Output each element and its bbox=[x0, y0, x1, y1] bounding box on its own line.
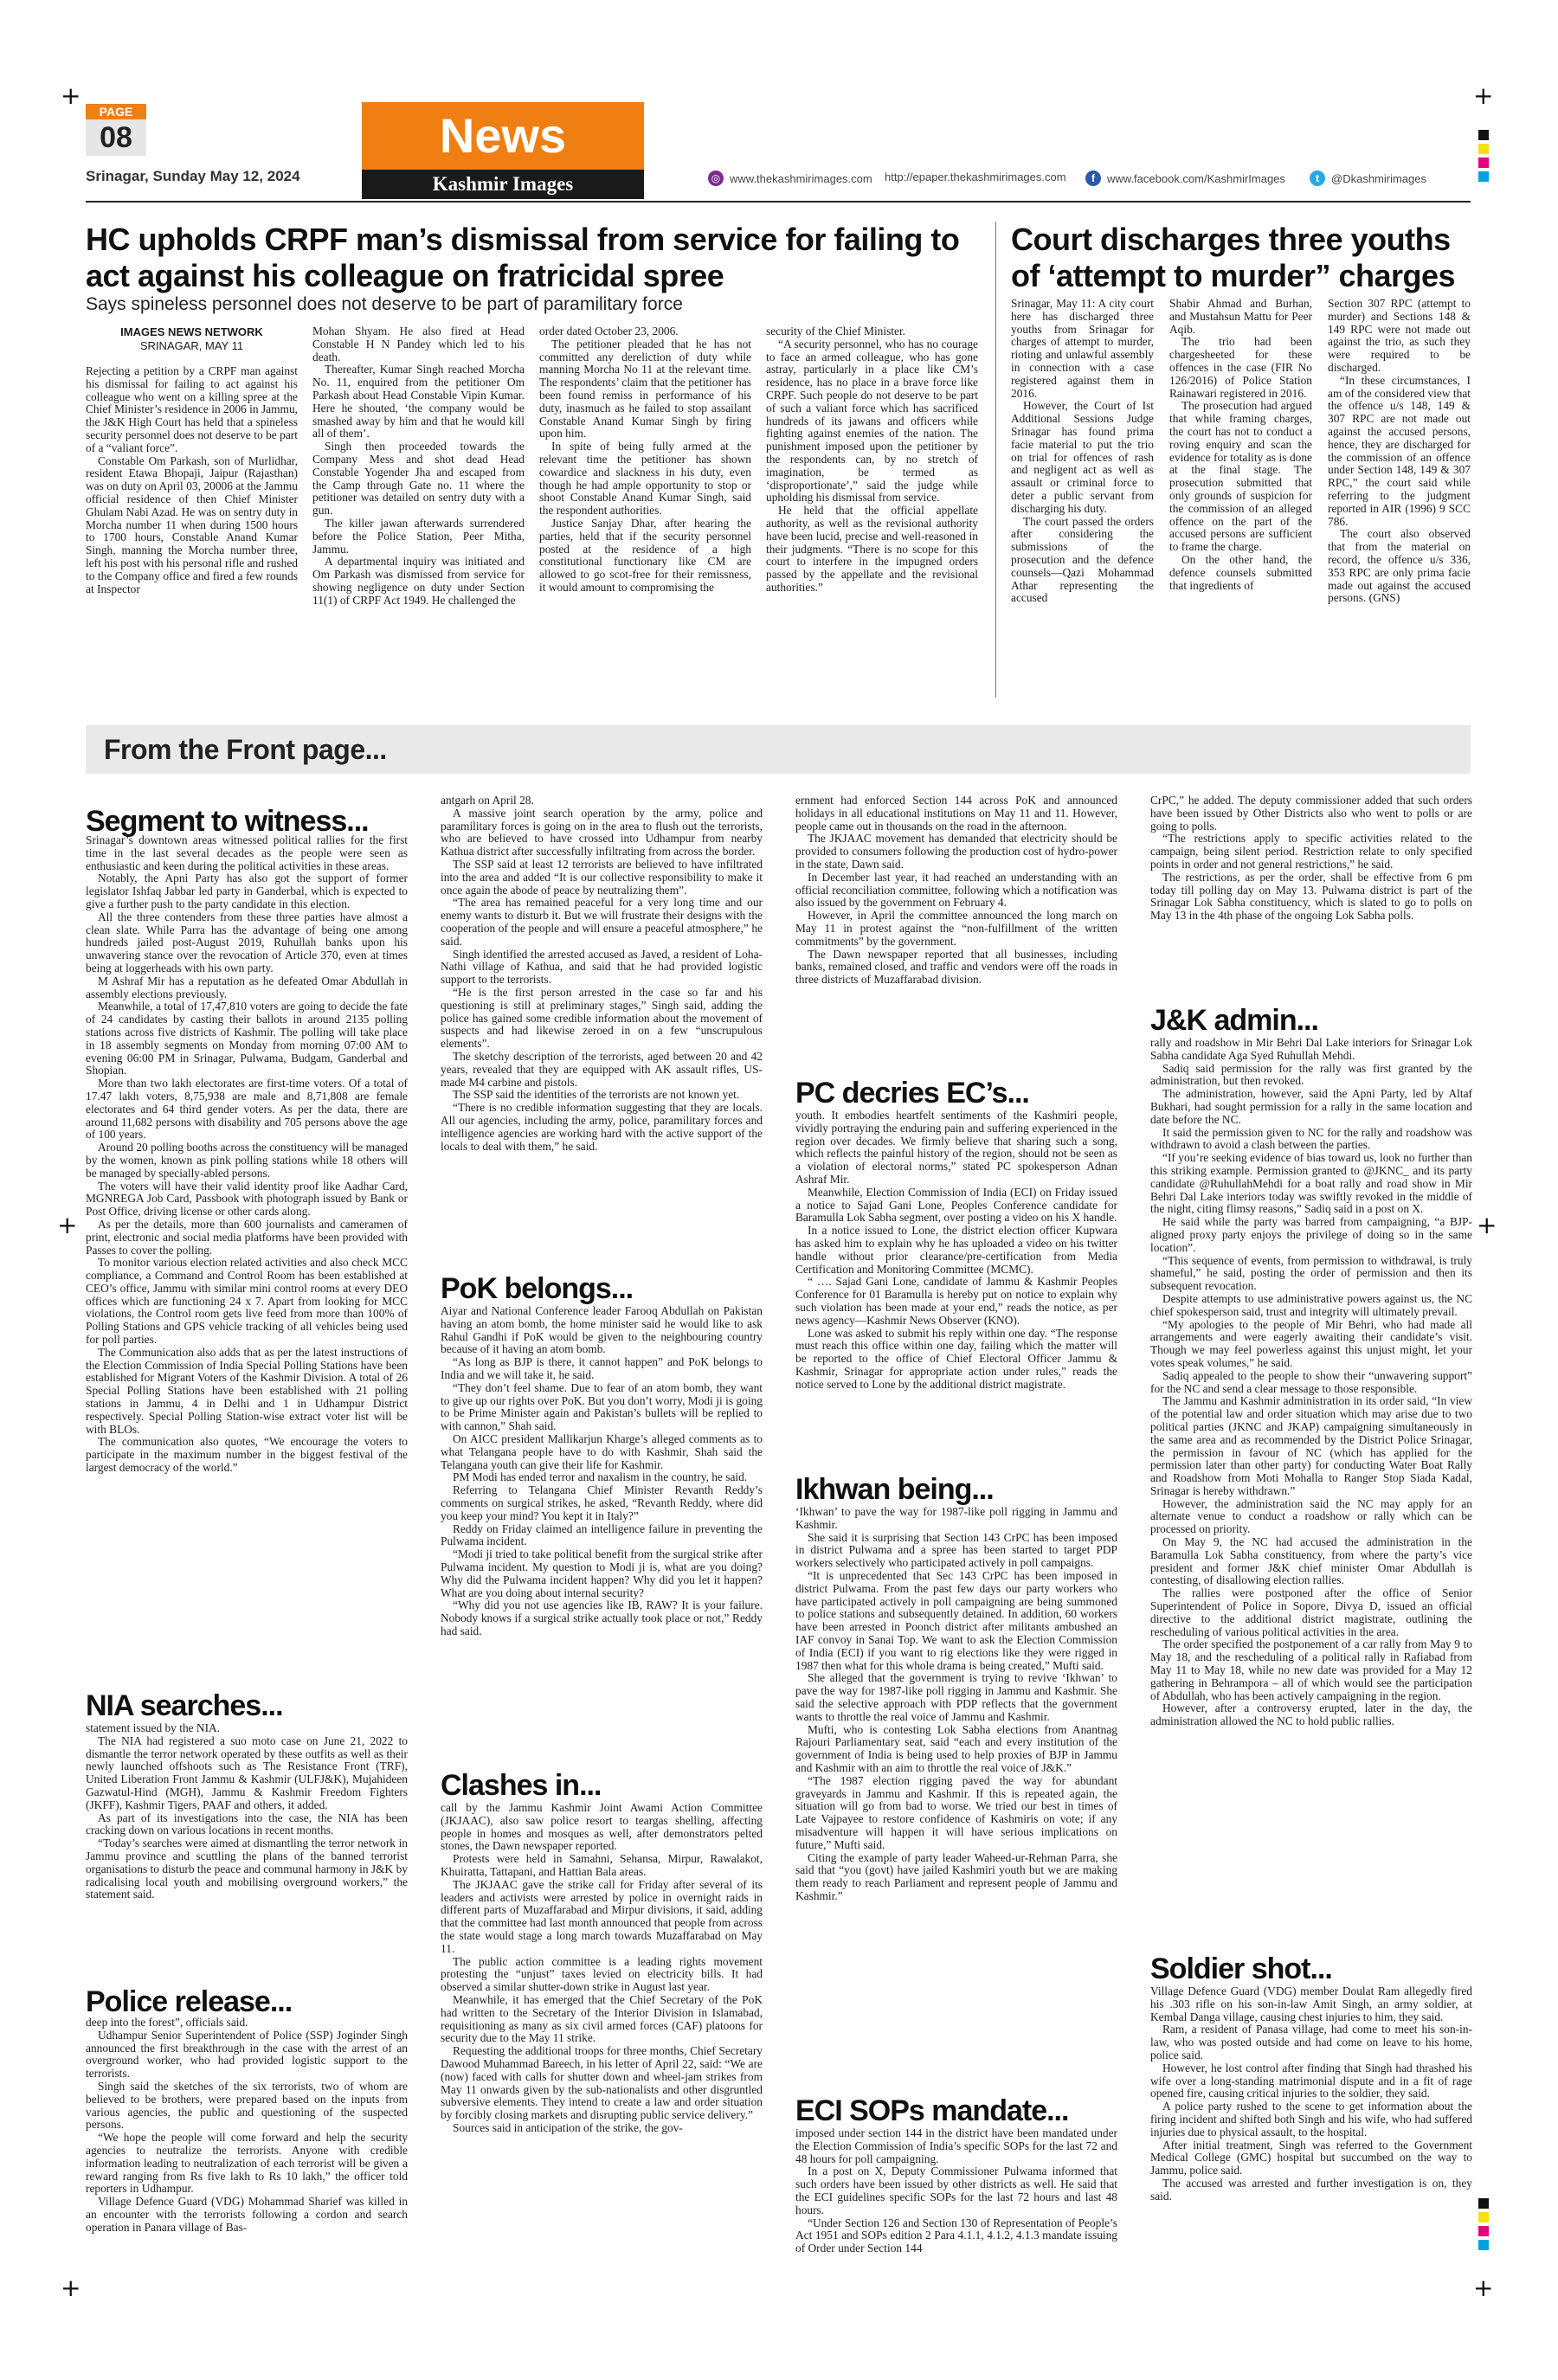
paragraph: Requesting the additional troops for three months, Chief Secretary Dawood Muhammad Bareech, in his letter of April 22, said: “We are (now) faced with calls for shutter down and wheel-jam strikes from May 11 onwards given by the sub-nationalists and other disgruntled subversive elements. They intend to create a law and order situation by forcibly closing markets and disrupting public service delivery.” bbox=[441, 2044, 763, 2122]
section-title: News bbox=[362, 102, 644, 170]
paragraph: The court passed the orders after considering the submissions of the prosecution and the defence counsels—Qazi Mohammad Athar representing the accused bbox=[1011, 514, 1154, 605]
paragraph: Mufti, who is contesting Lok Sabha elections from Anantnag Rajouri Parliamentary seat, said “each and every institution of the government of India is being used to help proxies of BJP in Jammu and Kashmir with an aim to throttle the real voice of J&K.” bbox=[795, 1722, 1117, 1774]
paragraph: Village Defence Guard (VDG) Mohammad Sharief was killed in an encounter with the terrorists following a cordon and search operation in Panara village of Bas- bbox=[86, 2195, 408, 2234]
paragraph: “They don’t feel shame. Due to fear of an atom bomb, they want to give up our rights over PoK. But you don’t worry, Modi ji is going to be Prime Minister again and Pakistan’s bullets will be replied to with cannon,” Shah said. bbox=[441, 1380, 763, 1433]
paragraph: “Under Section 126 and Section 130 of Representation of People’s Act 1951 and SOPs edition 2 Para 4.1.1, 4.1.2, 4.1.3 mandate issuing of Order under Section 144 bbox=[795, 2216, 1117, 2255]
paragraph: order dated October 23, 2006. bbox=[539, 325, 679, 338]
paragraph: As per the details, more than 600 journalists and cameramen of print, electronic and social media platforms have been provided with Passes to cover the polling. bbox=[86, 1217, 408, 1257]
paragraph: It said the permission given to NC for the rally and roadshow was withdrawn to avoid a clash between the parties. bbox=[1150, 1125, 1472, 1152]
paragraph: youth. It embodies heartfelt sentiments of the Kashmiri people, vividly portraying the enduring pain and suffering experienced in the region over decades. We firmly believe that sharing such a song, which reflects the painful history of the region, should not be seen as a violation of electoral norms,” stated PC spokesperson Adnan Ashraf Mir. bbox=[795, 1110, 1117, 1186]
paragraph: Singh identified the arrested accused as Javed, a resident of Loha-Nathi village of Kathua, and said that he had provided logistic support to the terrorists. bbox=[441, 947, 763, 987]
paragraph: However, in April the committee announced the long march on May 11 in protest against the “non-fulfillment of the written commitments” by the government. bbox=[795, 909, 1117, 948]
paragraph: “There is no credible information suggesting that they are locals. All our agencies, including the army, police, paramilitary forces and intelligence agencies are working hard with the active support of the locals to deal with them,” he said. bbox=[441, 1101, 763, 1153]
paragraph: Village Defence Guard (VDG) member Doulat Ram allegedly fired his .303 rifle on his son-in-law Amit Singh, an army soldier, at Kembal Danga village, causing chest injuries to him, they said. bbox=[1150, 1985, 1472, 2023]
paragraph: Lone was asked to submit his reply within one day. “The response must reach this office within one day, failing which the matter will be reported to the office of Chief Electoral Officer Jammu & Kashmir, Srinagar for appropriate action under rules,” reads the notice served to Lone by the additional district magistrate. bbox=[795, 1326, 1117, 1391]
paragraph: However, he lost control after finding that Singh had thrashed his wife over a long-standing matrimonial dispute and in a fit of rage opened fire, causing critical injuries to the soldier, they said. bbox=[1150, 2061, 1472, 2100]
page-number: 08 bbox=[86, 119, 146, 156]
pok-body bbox=[441, 1305, 763, 1762]
paragraph: Mohan Shyam. He also fired at Head Constable H N Pandey which led to his death. bbox=[312, 325, 525, 363]
paragraph: “Modi ji tried to take political benefit from the surgical strike after Pulwama incident. My question to Modi ji is, what are you doing? Why did the Pulwama incident happen? Why did you let it happen? What are you doing about internal security? bbox=[441, 1547, 763, 1599]
paragraph: “We hope the people will come forward and help the security agencies to neutralize the terrorists. Anyone with credible information leading to neutralization of each terrorist will be given a reward ranging from Rs five lakh to Rs 10 lakh,” the officer told reporters in Udhampur. bbox=[86, 2131, 408, 2196]
color-swatches-top bbox=[1478, 130, 1489, 182]
registration-mark-left: + bbox=[57, 1211, 78, 1239]
paragraph: Srinagar’s downtown areas witnessed political rallies for the first time in the last several decades as the people were seen as enthusiastic and keen during the political activities in these areas. bbox=[86, 834, 408, 872]
paragraph: Sources said in anticipation of the strike, the gov- bbox=[453, 2120, 683, 2134]
paragraph: A police party rushed to the scene to get information about the firing incident and shifted both Singh and his wife, who had suffered injuries due to physical assault, to the hospital. bbox=[1150, 2100, 1472, 2139]
jk-admin-body bbox=[1150, 1037, 1472, 1946]
paragraph: PM Modi has ended terror and naxalism in the country, he said. bbox=[453, 1470, 748, 1484]
paragraph: In spite of being fully armed at the relevant time the petitioner has shown cowardice and slackness in his duty, even though he had ample opportunity to stop or shoot Constable Anand Kumar Singh, said the respondent authorities. bbox=[539, 440, 751, 518]
paragraph: The administration, however, said the Apni Party, led by Altaf Bukhari, had sought permission for a rally in the same location and date before the NC. bbox=[1150, 1087, 1472, 1126]
front-page-title: From the Front page... bbox=[104, 734, 387, 765]
story1-byline: IMAGES NEWS NETWORK SRINAGAR, MAY 11 bbox=[120, 325, 263, 352]
paragraph: However, after a controversy erupted, later in the day, the administration allowed the NC to hold public rallies. bbox=[1150, 1701, 1472, 1728]
paragraph: Constable Om Parkash, son of Murlidhar, resident Etawa Bhopaji, Jaipur (Rajasthan) was on duty on April 03, 20006 at the Jammu official residence of then Chief Minister Ghulam Nabi Azad. He was on sentry duty in Morcha number 11 when during 1500 hours to 1700 hours, Constable Anand Kumar Singh, manning the Morcha number three, left his post with his personal rifle and rushed to the Company office and fired a few rounds at Inspector bbox=[86, 453, 298, 595]
paragraph: Reddy on Friday claimed an intelligence failure in preventing the Pulwama incident. bbox=[441, 1521, 763, 1548]
pok-heading: PoK belongs... bbox=[441, 1272, 634, 1305]
paragraph: However, the administration said the NC may apply for an alternate venue to conduct a roadshow or rally which can be processed on priority. bbox=[1150, 1496, 1472, 1536]
story1-column-3 bbox=[539, 325, 751, 694]
header-divider bbox=[86, 201, 1471, 203]
jk-admin-heading: J&K admin... bbox=[1150, 1004, 1318, 1037]
paragraph: statement issued by the NIA. bbox=[86, 1722, 221, 1734]
paragraph: In December last year, it had reached an understanding with an official reconciliation committee, following which a notification was also issued by the government on February 4. bbox=[795, 870, 1117, 910]
paragraph: Ram, a resident of Panasa village, had come to meet his son-in-law, who was posted outside and had come on leave to his home, police said. bbox=[1150, 2023, 1472, 2062]
story2-column-1 bbox=[1011, 298, 1154, 696]
soldier-heading: Soldier shot... bbox=[1150, 1952, 1332, 1985]
paragraph: The court also observed that from the material on record, the offence u/s 336, 353 RPC are only prima facie made out against the accused persons. (GNS) bbox=[1328, 527, 1471, 605]
page-tag: PAGE bbox=[86, 104, 146, 119]
story1-subhead: Says spineless personnel does not deserve to be part of paramilitary force bbox=[86, 294, 683, 314]
paragraph: Section 307 RPC (attempt to murder) and Sections 148 & 149 RPC were not made out against the trio, as such they were required to be discharged. bbox=[1328, 298, 1471, 374]
story2-column-3 bbox=[1328, 298, 1471, 696]
brand-name: Kashmir Images bbox=[362, 170, 644, 199]
story1-column-2 bbox=[312, 325, 525, 694]
color-swatches-bottom bbox=[1478, 2198, 1489, 2250]
segment-body bbox=[86, 834, 408, 1676]
paragraph: Rejecting a petition by a CRPF man against his dismissal for failing to act against his colleague who went on a killing spree at the Chief Minister’s residence in 2006 in Jammu, the J&K High Court has held that a spineless security personnel does not deserve to be part of a “valiant force”. bbox=[86, 365, 298, 454]
paragraph: Notably, the Apni Party has also got the support of former legislator Ishfaq Jabbar led party in Ganderbal, which is expected to give a further push to the party candidate in this election. bbox=[86, 872, 408, 910]
paragraph: “The 1987 election rigging paved the way for abundant graveyards in Jammu and Kashmir. If this is repeated again, the situation will go from bad to worse. We tried our best in times of Late Vajpayee to restore confidence of Kashmiris on vote; if any misadventure will happen it will have serious implications on future,” Mufti said. bbox=[795, 1773, 1117, 1851]
paragraph: M Ashraf Mir has a reputation as he defeated Omar Abdullah in assembly elections previously. bbox=[86, 974, 408, 1000]
paragraph: “As long as BJP is there, it cannot happen” and PoK belongs to India and we will take it, he said. bbox=[441, 1355, 763, 1381]
paragraph: The trio had been chargesheeted for these offences in the case (FIR No 126/2016) of Police Station Rainawari registered in 2016. bbox=[1169, 335, 1312, 400]
paragraph: The killer jawan afterwards surrendered before the Police Station, Peer Mitha, Jammu. bbox=[312, 516, 525, 556]
paragraph: He said while the party was barred from campaigning, “a BJP-aligned proxy party enjoys the privilege of doing so in the same location”. bbox=[1150, 1215, 1472, 1254]
paragraph: The JKJAAC gave the strike call for Friday after several of its leaders and activists were arrested by police in overnight raids in different parts of Muzaffarabad and Mirpur divisions, it said, adding that the committee had last month announced that people from across the state would stage a long march towards Muzaffarabad on May 11. bbox=[441, 1877, 763, 1955]
paragraph: All the three contenders from these three parties have almost a clean slate. While Parra has the advantage of being one among hundreds jailed post-August 2019, Ruhullah banks upon his unwavering stance over the revocation of Article 370, even at times being at loggerheads with his own party. bbox=[86, 910, 408, 975]
paragraph: Justice Sanjay Dhar, after hearing the parties, held that if the security personnel posted at the residence of a high constitutional functionary like CM are allowed to go scot-free for their remissness, it would amount to compromising the bbox=[539, 516, 751, 594]
paragraph: He held that the official appellate authority, as well as the revisional authority have been lucid, precise and well-reasoned in their judgments. “There is no scope for this court to interfere in the impugned orders passed by the appellate and the revisional authorities.” bbox=[766, 504, 978, 594]
paragraph: Around 20 polling booths across the constituency will be managed by the women, known as pink polling stations while 18 others will be managed by specially-abled persons. bbox=[86, 1141, 408, 1180]
paragraph: The prosecution had argued that while framing charges, the court has not to conduct a roving enquiry and scan the evidence for totality as is done at the final stage. The prosecution submitted that only grounds of suspicion for the commission of an alleged offence on the part of the accused persons are sufficient to frame the charge. bbox=[1169, 399, 1312, 554]
story1-column-4 bbox=[766, 325, 978, 694]
paragraph: The petitioner pleaded that he has not committed any dereliction of duty while manning Morcha No 11 at the relevant time. The respondents’ claim that the petitioner has been found remiss in performance of his duty, inasmuch as he failed to stop assailant Constable Anand Kumar Singh by firing upon him. bbox=[539, 337, 751, 441]
paragraph: The voters will have their valid identity proof like Aadhar Card, MGNREGA Job Card, Passbook with photograph issued by Bank or Post Office, driving license or other cards along. bbox=[86, 1179, 408, 1219]
paragraph: The SSP said at least 12 terrorists are believed to have infiltrated into the area and added “It is our collective responsibility to make it once again the abode of peace by neutralizing them”. bbox=[441, 857, 763, 897]
paragraph: As part of its investigations into the case, the NIA has been cracking down on various locations in recent months. bbox=[86, 1811, 408, 1837]
story-divider bbox=[995, 222, 996, 698]
paragraph: The order specified the postponement of a car rally from May 9 to May 18, and the rescheduling of a political rally in Rafiabad from May 11 to May 18, while no new date was provided for a May 12 gathering in Behrampora – all of which would see the participation of Abdullah, who has been actively campaigning in the region. bbox=[1150, 1637, 1472, 1702]
paragraph: “If you’re seeking evidence of bias toward us, look no further than this striking example. Permission granted to @JKNC_ and its party candidate @RuhullahMehdi for a boat rally and road show in Mir Behri Dal Lake interiors today was swiftly revoked in the middle of the night, citing flimsy reasons,” Sadiq said in a post on X. bbox=[1150, 1151, 1472, 1216]
paragraph: Referring to Telangana Chief Minister Revanth Reddy’s comments on surgical strikes, he asked, “Revanth Reddy, where did you keep your mind? You kept it in Italy?” bbox=[441, 1483, 763, 1522]
police-body bbox=[86, 2017, 408, 2264]
issue-date: Srinagar, Sunday May 12, 2024 bbox=[86, 168, 300, 184]
paragraph: A massive joint search operation by the army, police and paramilitary forces is going on in the area to flush out the terrorists, who are believed to have crossed into Udhampur from nearby Kathua district after successfully infiltrating from across the border. bbox=[441, 806, 763, 859]
paragraph: The JKJAAC movement has demanded that electricity should be provided to consumers following the production cost of hydro-power in the state, Dawn said. bbox=[795, 832, 1117, 871]
twitter-link[interactable]: t @Dkashmirimages bbox=[1310, 170, 1426, 186]
paragraph: She said it is surprising that Section 143 CrPC has been imposed in district Pulwama and a spree has been started to target PDP workers selectively who participated actively in poll campaigns. bbox=[795, 1530, 1117, 1570]
pc-heading: PC decries EC’s... bbox=[795, 1077, 1029, 1110]
paragraph: A departmental inquiry was initiated and Om Parkash was dismissed from service for showing negligence on duty under Section 11(1) of CRPF Act 1949. He challenged the bbox=[312, 555, 525, 607]
eci-heading: ECI SOPs mandate... bbox=[795, 2094, 1069, 2127]
paragraph: antgarh on April 28. bbox=[441, 794, 534, 807]
paragraph: “It is unprecedented that Sec 143 CrPC has been imposed in district Pulwama. From the past few days our party workers who have participated actively in poll campaigning are being summoned to police stations and subsequently detained. In addition, 60 workers have been arrested in Poonch district after militants ambushed an IAF convoy in Sanai Top. We want to ask the Election Commission of India (ECI) if you want to rig elections like they were rigged in 1987 then what for this whole drama is being created,” Mufti said. bbox=[795, 1568, 1117, 1672]
paragraph: “My apologies to the people of Mir Behri, who had made all arrangements and were eagerly awaiting their candidate’s visit. Though we may feel powerless against this unjust might, let your votes speak volumes,” he said. bbox=[1150, 1317, 1472, 1369]
pc-body bbox=[795, 1110, 1117, 1466]
paragraph: “He is the first person arrested in the case so far and his questioning is still at preliminary stages,” Singh said, adding the police has gained some credible information about the movement of suspects and had likewise zeroed in on a few “unscrupulous elements”. bbox=[441, 985, 763, 1051]
police-heading: Police release... bbox=[86, 1985, 293, 2018]
segment-heading: Segment to witness... bbox=[86, 805, 369, 838]
paragraph: Meanwhile, a total of 17,47,810 voters are going to decide the fate of 24 candidates by casting their ballots in around 2135 polling stations across five districts of Kashmir. The polling will take place in 18 assembly segments on Monday from morning 07:00 AM to evening 06:00 PM in Srinagar, Pulwama, Budgam, Ganderbal and Shopian. bbox=[86, 1000, 408, 1077]
paragraph: “The restrictions apply to specific activities related to the campaign, being silent period. Restriction relate to only specified points in order and not general restrictions,” he said. bbox=[1150, 832, 1472, 871]
ikhwan-heading: Ikhwan being... bbox=[795, 1473, 994, 1506]
paragraph: She alleged that the government is trying to revive ‘Ikhwan’ to pave the way for 1987-like poll rigging in Jammu and Kashmir. She said the selective approach with PDP reflects that the government wants to throttle the real voice of Jammu and Kashmir. bbox=[795, 1671, 1117, 1723]
nia-body bbox=[86, 1722, 408, 1982]
paragraph: “Why did you not use agencies like IB, RAW? It is your failure. Nobody knows if a surgical strike actually took place or not,” Reddy had said. bbox=[441, 1598, 763, 1637]
website-link[interactable]: ◎ www.thekashmirimages.com bbox=[708, 170, 872, 186]
paragraph: “ …. Sajad Gani Lone, candidate of Jammu & Kashmir Peoples Conference for 01 Baramulla is hereby put on notice to explain why such violation has been made at your end,” reads the notice, as per news agency—Kashmir News Observer (KNO). bbox=[795, 1275, 1117, 1327]
paragraph: The NIA had registered a suo moto case on June 21, 2022 to dismantle the terror network operated by these outfits as well as their newly launched offshoots such as The Resistance Front (TRF), United Liberation Front Jammu & Kashmir (ULFJ&K), Mujahideen Gazwatul-Hind (MGH), Jammu & Kashmir Freedom Fighters (JKFF), Kashmir Tigers, PAAF and others, it added. bbox=[86, 1734, 408, 1811]
paragraph: ‘Ikhwan’ to pave the way for 1987-like poll rigging in Jammu and Kashmir. bbox=[795, 1506, 1117, 1531]
paragraph: “A security personnel, who has no courage to face an armed colleague, who has gone astray, particularly in a place like CM’s residence, has no place in a brave force like CRPF. Such people do not deserve to be part of such a valiant force which has sacrificed hundreds of its jawans and officers while fighting against enemies of the nation. The punishment imposed upon the petitioner by the respondents can, by no stretch of imagination, be termed as ‘disproportionate’,” said the judge while upholding his dismissal from service. bbox=[766, 337, 978, 505]
paragraph: CrPC,” he added. The deputy commissioner added that such orders have been issued by Other Districts also who went to polls or are going to polls. bbox=[1150, 794, 1472, 833]
paragraph: Sadiq said permission for the rally was first granted by the administration, but then revoked. bbox=[1150, 1061, 1472, 1088]
paragraph: rally and roadshow in Mir Behri Dal Lake interiors for Srinagar Lok Sabha candidate Aga Syed Ruhullah Mehdi. bbox=[1150, 1037, 1472, 1062]
paragraph: deep into the forest”, officials said. bbox=[86, 2017, 248, 2029]
paragraph: To monitor various election related activities and also check MCC compliance, a Command and Control Room has been established at CEO’s office, Jammu with similar mini control rooms at every DEO offices which are functioning 24 x 7. Apart from looking for MCC violations, the Control room gets live feed from more than 100% of Polling Stations and GPS vehicle tracking of all vehicles being used for poll parties. bbox=[86, 1256, 408, 1347]
paragraph: In a notice issued to Lone, the district election officer Kupwara has asked him to explain why he has uploaded a video on his twitter handle without prior clearance/pre-certification from Media Certification and Monitoring Committee (MCMC). bbox=[795, 1224, 1117, 1276]
paragraph: ernment had enforced Section 144 across PoK and announced holidays in all educational institutions on May 11 and 11. However, people came out in thousands on the road in the afternoon. bbox=[795, 794, 1117, 833]
facebook-icon: f bbox=[1085, 170, 1101, 186]
paragraph: On the other hand, the defence counsels submitted that ingredients of bbox=[1169, 552, 1312, 592]
registration-mark-right: + bbox=[1477, 1211, 1497, 1239]
paragraph: The Communication also adds that as per the latest instructions of the Election Commission of India Special Polling Stations have been established for Migrant Voters of the Kashmir Division. A total of 26 Special Polling Stations have been established with 21 polling stations in Jammu, 4 in Delhi and 1 in Udhampur District respectively. Special Polling Station-wise extract voter list will be with BLOs. bbox=[86, 1345, 408, 1436]
story2-column-2 bbox=[1169, 298, 1312, 696]
paragraph: Despite attempts to use administrative powers against us, the NC chief spokesperson said, trust and integrity will ultimately prevail. bbox=[1150, 1291, 1472, 1318]
registration-mark-top-right: + bbox=[1473, 81, 1494, 110]
paragraph: Singh said the sketches of the six terrorists, two of whom are believed to be brothers, were prepared based on the inputs from various agencies, the public and questioning of the suspected persons. bbox=[86, 2079, 408, 2132]
paragraph: “In these circumstances, I am of the considered view that the offence u/s 148, 149 & 307 RPC are not made out against the accused persons, hence, they are discharged for the commission of an offence under Section 148, 149 & 307 RPC,” the court said while referring to the judgment reported in AIR (1996) 9 SCC 786. bbox=[1328, 373, 1471, 528]
paragraph: Aiyar and National Conference leader Farooq Abdullah on Pakistan having an atom bomb, the home minister said he would like to ask Rahul Gandhi if PoK would be given to the neighbouring country because of it having an atom bomb. bbox=[441, 1305, 763, 1356]
paragraph: Sadiq appealed to the people to show their “unwavering support” for the NC and send a clear message to those responsible. bbox=[1150, 1368, 1472, 1395]
paragraph: Meanwhile, it has emerged that the Chief Secretary of the PoK had written to the Secretary of the Interior Division in Islamabad, requisitioning as many as six civil armed forces (CAF) platoons for security due to the May 11 strike. bbox=[441, 1992, 763, 2045]
facebook-link[interactable]: f www.facebook.com/KashmirImages bbox=[1085, 170, 1285, 186]
paragraph: “The area has remained peaceful for a very long time and our enemy wants to disturb it. But we will frustrate their designs with the cooperation of the people and will ensure a peaceful atmosphere,” he said. bbox=[441, 896, 763, 948]
paragraph: The Dawn newspaper reported that all businesses, including banks, remained closed, and traffic and vendors were off the roads in three districts of Muzaffarabad division. bbox=[795, 947, 1117, 987]
paragraph: Citing the example of party leader Waheed-ur-Rehman Parra, she said that “you (govt) have jailed Kashmiri youth but we are making them ready to reach Parliament and represent people of Jammu and Kashmir.” bbox=[795, 1850, 1117, 1902]
story1-headline: HC upholds CRPF man’s dismissal from service for failing to act against his colleague on fratricidal spree bbox=[86, 222, 960, 293]
eci-continued-body bbox=[1150, 794, 1472, 1002]
police-continued-body bbox=[441, 794, 763, 1272]
clashes-continued-body bbox=[795, 794, 1117, 1071]
eci-body bbox=[795, 2127, 1117, 2264]
nia-heading: NIA searches... bbox=[86, 1689, 283, 1722]
registration-mark-top-left: + bbox=[61, 81, 81, 110]
paragraph: In a post on X, Deputy Commissioner Pulwama informed that such orders have been issued by other districts as well. He said that the ECI guidelines specific SOPs for the last 72 hours and last 48 hours. bbox=[795, 2165, 1117, 2216]
soldier-body bbox=[1150, 1985, 1472, 2264]
paragraph: Udhampur Senior Superintendent of Police (SSP) Joginder Singh announced the first breakthrough in the case with the arrest of an overground worker, who had provided logistic support to the terrorists. bbox=[86, 2028, 408, 2081]
story1-column-1 bbox=[86, 365, 298, 694]
paragraph: On AICC president Mallikarjun Kharge’s alleged comments as to what Telangana people have to do with Kashmir, Shah said the Telangana youth can give their life for Kashmir. bbox=[441, 1431, 763, 1471]
paragraph: Thereafter, Kumar Singh reached Morcha No. 11, enquired from the petitioner Om Parkash about Head Constable Vipin Kumar. Here he shouted, ‘the company would be smashed away by him and that he would kill all of them’. bbox=[312, 363, 525, 441]
paragraph: “Today’s searches were aimed at dismantling the terror network in Jammu province and scuttling the plans of the banned terrorist organisations to disturb the peace and communal harmony in J&K by radicalising local youth and mobilising overground workers,” the statement said. bbox=[86, 1836, 408, 1901]
twitter-icon: t bbox=[1310, 170, 1325, 186]
globe-icon: ◎ bbox=[708, 170, 724, 186]
paragraph: “This sequence of events, from permission to withdrawal, is truly shameful,” he said, posting the order of permission and then its subsequent revocation. bbox=[1150, 1253, 1472, 1293]
paragraph: call by the Jammu Kashmir Joint Awami Action Committee (JKJAAC), also saw police resort to teargas shelling, affecting people in homes and mosques as well, after demonstrators pelted stones, the Dawn newspaper reported. bbox=[441, 1802, 763, 1853]
story2-headline: Court discharges three youths of ‘attempt to murder” charges bbox=[1011, 222, 1456, 293]
paragraph: Shabir Ahmad and Burhan, and Mustahsun Mattu for Peer Aqib. bbox=[1169, 298, 1312, 336]
paragraph: imposed under section 144 in the district have been mandated under the Election Commission of India’s specific SOPs for the last 72 and 48 hours for poll campaigning. bbox=[795, 2127, 1117, 2165]
paragraph: security of the Chief Minister. bbox=[766, 325, 906, 338]
paragraph: The rallies were postponed after the office of Senior Superintendent of Police in Sopore, Divya D, issued an official directive to the additional district magistrate, outlining the rescheduling of various political activities in the area. bbox=[1150, 1586, 1472, 1638]
paragraph: Protests were held in Samahni, Sehansa, Mirpur, Rawalakot, Khuiratta, Tattapani, and Hattian Bala areas. bbox=[441, 1852, 763, 1878]
paragraph: After initial treatment, Singh was referred to the Government Medical College (GMC) hospital but succumbed on the way to Jammu, police said. bbox=[1150, 2138, 1472, 2177]
paragraph: On May 9, the NC had accused the administration in the Baramulla Lok Sabha constituency, from where the party’s vice president and former J&K chief minister Omar Abdullah is contesting, of disallowing election rallies. bbox=[1150, 1535, 1472, 1587]
paragraph: The restrictions, as per the order, shall be effective from 6 pm today till polling day on May 13. Pulwama district is part of the Srinagar Lok Sabha constituency, which is slated to go to polls on May 13 in the 4th phase of the ongoing Lok Sabha polls. bbox=[1150, 870, 1472, 923]
paragraph: The communication also quotes, “We encourage the voters to participate in the maximum number in the biggest festival of the largest democracy of the world.” bbox=[86, 1435, 408, 1475]
paragraph: The sketchy description of the terrorists, aged between 20 and 42 years, revealed that they are equipped with AK assault rifles, US-made M4 carbine and pistols. bbox=[441, 1049, 763, 1089]
paragraph: More than two lakh electorates are first-time voters. Of a total of 17.47 lakh voters, 8,75,938 are male and 8,71,808 are female electorates and 64 third gender voters. As per the data, there are around 11,682 persons with disability and 705 persons above the age of 100 years. bbox=[86, 1077, 408, 1142]
registration-mark-bottom-right: + bbox=[1473, 2274, 1494, 2302]
paragraph: Singh then proceeded towards the Company Mess and shot dead Head Constable Yogender Jha and escaped from the Camp through Gate no. 11 where the petitioner was detailed on sentry duty with a gun. bbox=[312, 440, 525, 518]
paragraph: However, the Court of Ist Additional Sessions Judge Srinagar has found prima facie material to put the trio on trial for offences of rash and negligent act as well as assault or criminal force to deter a public servant from discharging his duty. bbox=[1011, 399, 1154, 515]
clashes-heading: Clashes in... bbox=[441, 1769, 602, 1802]
paragraph: The accused was arrested and further investigation is on, they said. bbox=[1150, 2176, 1472, 2203]
paragraph: The Jammu and Kashmir administration in its order said, “In view of the potential law and order situation which may arise due to two political parties (JKNC and JKAP) campaigning simultaneously in the same area and as recommended by the District Police Srinagar, the permission in favour of NC (which has applied for the permission later than other party) for conducting Water Boat Rally and Roadshow from Moti Mohalla to Ranger Stop Siada Kadal, Srinagar is hereby withdrawn.” bbox=[1150, 1394, 1472, 1497]
paragraph: Srinagar, May 11: A city court here has discharged three youths from Srinagar for charges of attempt to murder, rioting and unlawful assembly in connection with a case registered against them in 2016. bbox=[1011, 298, 1154, 400]
paragraph: The public action committee is a leading rights movement protesting the “unjust” taxes levied on electricity bills. It had observed a similar shutter-down strike in August last year. bbox=[441, 1954, 763, 1994]
ikhwan-body bbox=[795, 1506, 1117, 2087]
clashes-body bbox=[441, 1802, 763, 2264]
epaper-link[interactable]: http://epaper.thekashmirimages.com bbox=[885, 170, 1066, 183]
registration-mark-bottom-left: + bbox=[61, 2274, 81, 2302]
paragraph: Meanwhile, Election Commission of India (ECI) on Friday issued a notice to Sajad Gani Lone, Peoples Conference candidate for Baramulla Lok Sabha segment, over posting a video on his X handle. bbox=[795, 1185, 1117, 1225]
paragraph: The SSP said the identities of the terrorists are not known yet. bbox=[453, 1088, 740, 1102]
